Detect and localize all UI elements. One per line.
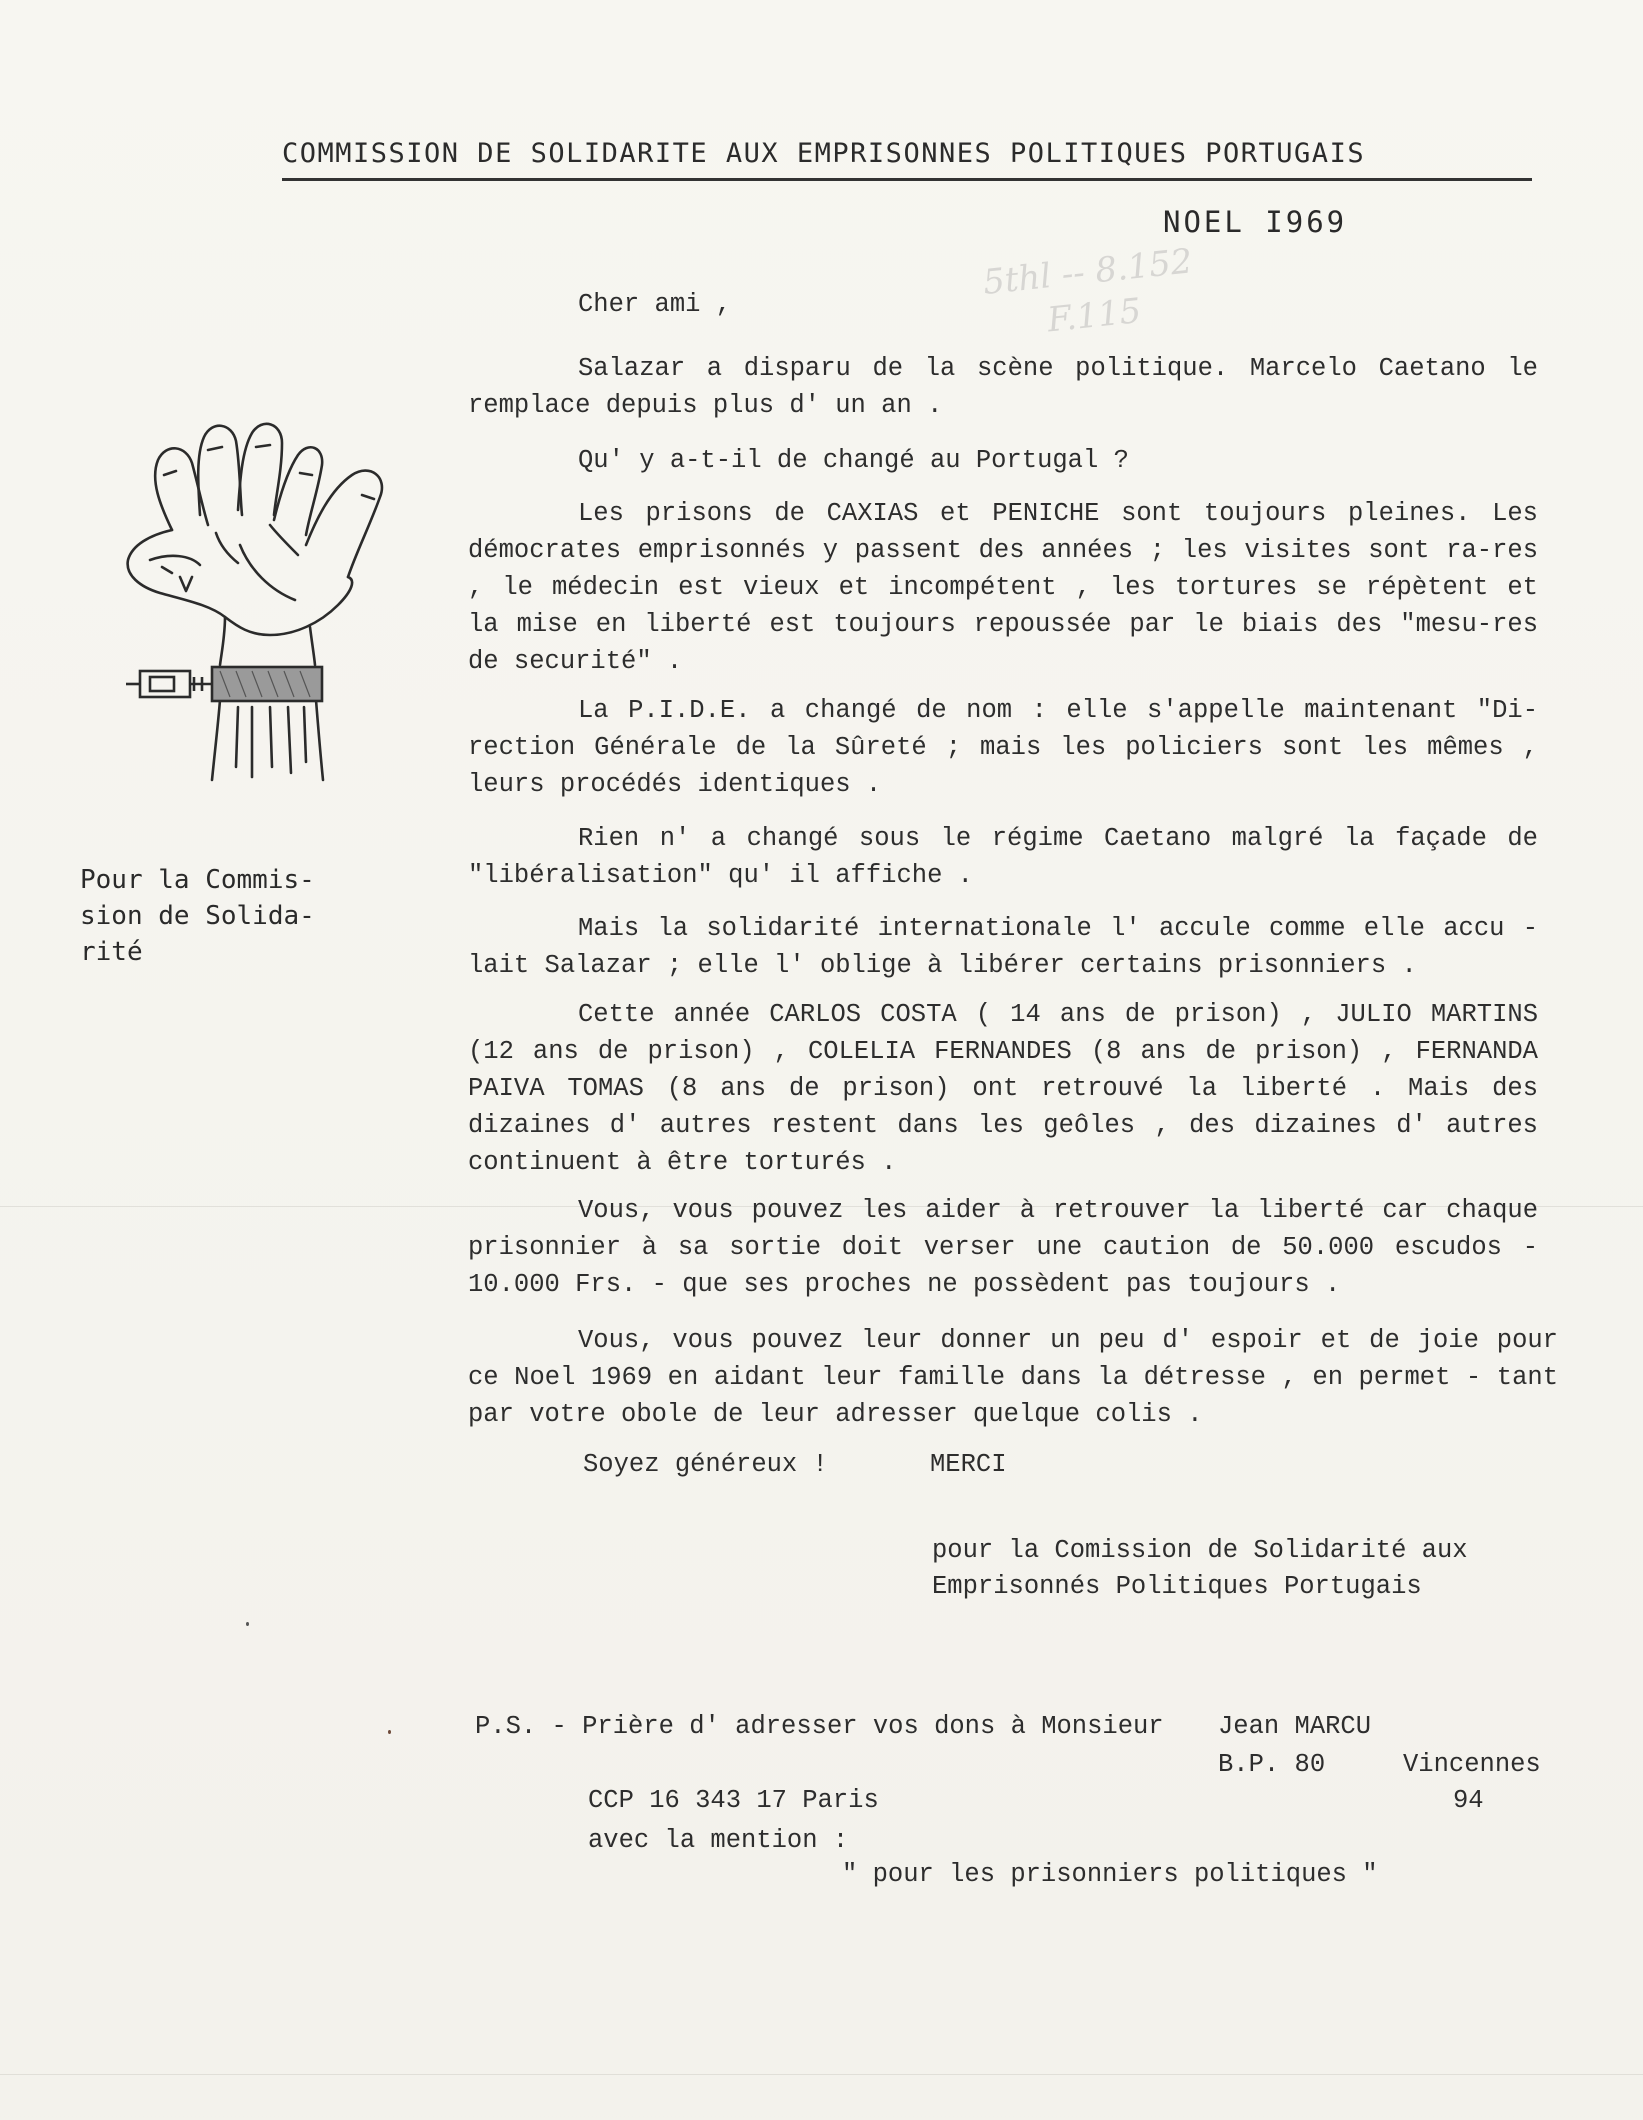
pencil-annotation-line: F.115 xyxy=(1045,290,1144,341)
paper-speck xyxy=(388,1730,391,1734)
handcuff-lock xyxy=(140,671,190,697)
postscript-dept: 94 xyxy=(1453,1786,1484,1815)
postscript-mention-label: avec la mention : xyxy=(588,1826,849,1855)
paragraph: Vous, vous pouvez leur donner un peu d' espoir et de joie pour ce Noel 1969 en aidant leur famille dans la détresse , en permet - tant par votre obole de leur adresser quelque colis . xyxy=(468,1326,1558,1429)
paragraph: Les prisons de CAXIAS et PENICHE sont toujours pleines. Les démocrates emprisonnés y passent des années ; les visites sont ra-res , le médecin est vieux et incompétent , les tortures se répètent et la mise en liberté est toujours repoussée par le biais des "mesu-res de securité" . xyxy=(468,499,1538,676)
letterhead-underline xyxy=(282,178,1532,181)
paragraph: Vous, vous pouvez les aider à retrouver la liberté car chaque prisonnier à sa sortie doit verser une caution de 50.000 escudos - 10.000 Frs. - que ses proches ne possèdent pas toujours . xyxy=(468,1196,1538,1299)
closing-merci: MERCI xyxy=(930,1450,1007,1479)
closing-left: Soyez généreux ! xyxy=(583,1450,828,1479)
paragraph: La P.I.D.E. a changé de nom : elle s'appelle maintenant "Di-rection Générale de la Sûreté ; mais les policiers sont les mêmes , leurs procédés identiques . xyxy=(468,696,1538,799)
paragraph: Salazar a disparu de la scène politique. Marcelo Caetano le remplace depuis plus d' un an . xyxy=(468,354,1538,420)
paragraph: Cette année CARLOS COSTA ( 14 ans de prison) , JULIO MARTINS (12 ans de prison) , COLELIA FERNANDES (8 ans de prison) , FERNANDA PAIVA TOMAS (8 ans de prison) ont retrouvé la liberté . Mais des dizaines d' autres restent dans les geôles , des dizaines d' autres continuent à être torturés . xyxy=(468,1000,1538,1177)
paragraph: Qu' y a-t-il de changé au Portugal ? xyxy=(578,446,1129,475)
raised-hand-with-handcuff-icon xyxy=(120,395,410,795)
salutation: Cher ami , xyxy=(578,290,732,319)
letterhead-title: COMMISSION DE SOLIDARITE AUX EMPRISONNES POLITIQUES PORTUGAIS xyxy=(282,138,1366,169)
side-note: Pour la Commis- sion de Solida- rité xyxy=(80,865,315,967)
pencil-annotation-line: 5thl -- 8.152 xyxy=(981,241,1195,303)
postscript-ccp: CCP 16 343 17 Paris xyxy=(588,1786,879,1815)
postscript-name: Jean MARCU xyxy=(1218,1712,1372,1741)
postscript-label: P.S. - Prière d' adresser vos dons à Monsieur xyxy=(475,1712,1164,1741)
signature-line: Emprisonnés Politiques Portugais xyxy=(932,1572,1422,1601)
postscript-mention: " pour les prisonniers politiques " xyxy=(842,1860,1378,1889)
paragraph: Rien n' a changé sous le régime Caetano malgré la façade de "libéralisation" qu' il affiche . xyxy=(468,824,1538,890)
signature-line: pour la Comission de Solidarité aux xyxy=(932,1536,1468,1565)
postscript-city: Vincennes xyxy=(1403,1750,1541,1779)
paragraph: Mais la solidarité internationale l' accule comme elle accu - lait Salazar ; elle l' oblige à libérer certains prisonniers . xyxy=(468,914,1538,980)
paper-speck xyxy=(246,1622,249,1626)
postscript-bp: B.P. 80 xyxy=(1218,1750,1326,1779)
letter-date: NOEL I969 xyxy=(1163,205,1348,239)
paper-fold-line xyxy=(0,2074,1643,2075)
